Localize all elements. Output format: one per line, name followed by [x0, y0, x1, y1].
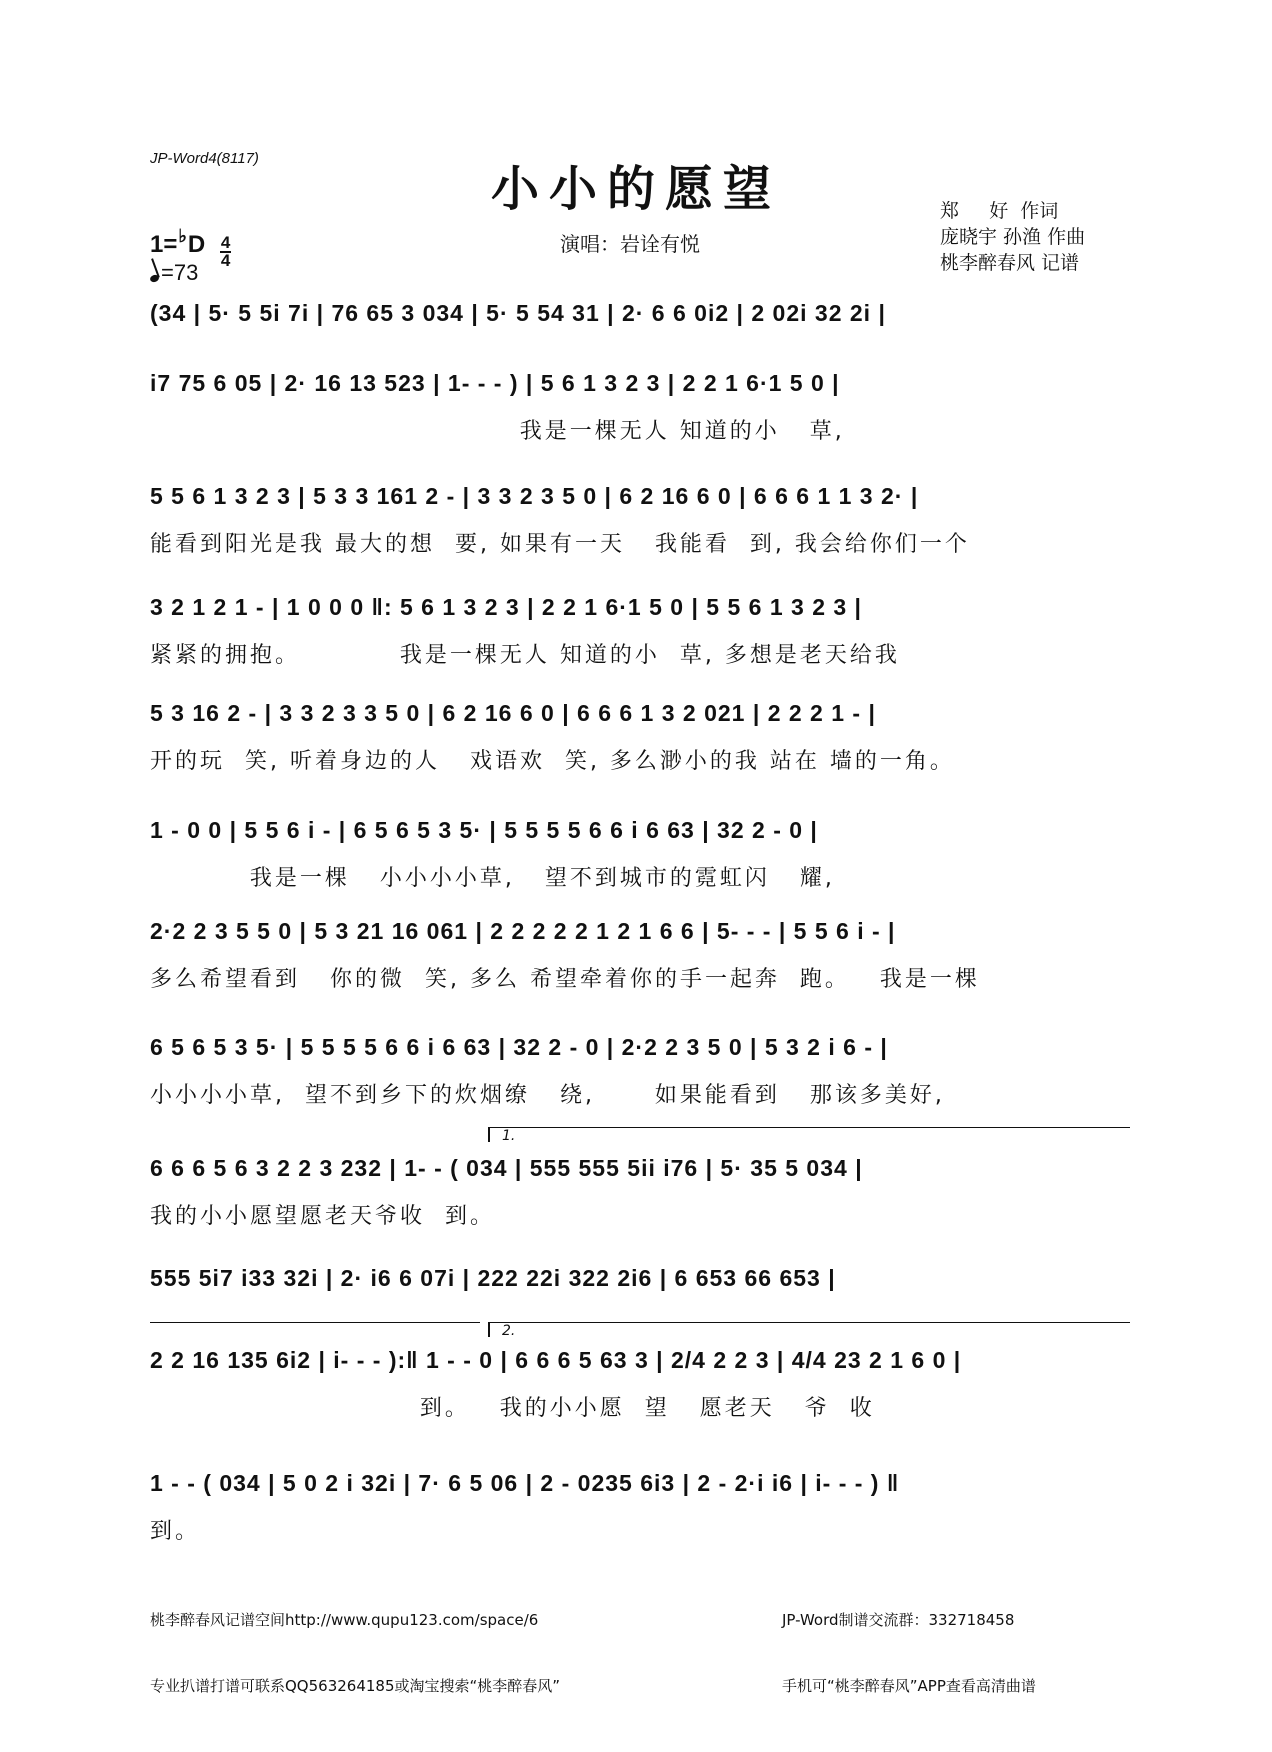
lyric-line: 我是一棵 小小小小草, 望不到城市的霓虹闪 耀,: [150, 866, 835, 891]
source-tag: JP-Word4(8117): [150, 150, 259, 167]
notation-line: 5 5 6 1 3 2 3 | 5 3 3 161 2 - | 3 3 2 3 5 0 | 6 2 16 6 0 | 6 6 6 1 1 3 2· |: [150, 483, 919, 509]
time-denominator: 4: [220, 251, 231, 270]
footer-contact: 专业扒谱打谱可联系QQ563264185或淘宝搜索“桃李醉春风”: [150, 1677, 561, 1695]
notation-line: 555 5i7 i33 32i | 2· i6 6 07i | 222 22i 322 2i6 | 6 653 66 653 |: [150, 1265, 836, 1291]
credits: [940, 198, 1085, 276]
transcriber: 桃李醉春风 记谱: [940, 252, 1080, 274]
singer: 演唱：岩诠有悦: [560, 232, 700, 256]
notation-line: 2 2 16 135 6i2 | i- - - ):‖ 1 - - 0 | 6 6 6 5 63 3 | 2/4 2 2 3 | 4/4 23 2 1 6 0 |: [150, 1347, 962, 1373]
notation-line: 6 6 6 5 6 3 2 2 3 232 | 1- - ( 034 | 555 555 5ii i76 | 5· 35 5 034 |: [150, 1155, 863, 1181]
footer-left: [150, 1565, 560, 1719]
quarter-note-icon: [149, 274, 160, 284]
key-prefix: 1=: [150, 231, 178, 258]
notation-line: 2·2 2 3 5 5 0 | 5 3 21 16 061 | 2 2 2 2 2 1 2 1 6 6 | 5- - - | 5 5 6 i - |: [150, 918, 896, 944]
tempo-marking: [150, 260, 198, 286]
volta-tick: [488, 1128, 490, 1142]
notation-line: i7 75 6 05 | 2· 16 13 523 | 1- - - ) | 5 6 1 3 2 3 | 2 2 1 6·1 5 0 |: [150, 370, 840, 396]
notation-line: (34 | 5· 5 5i 7i | 76 65 3 034 | 5· 5 54 31 | 2· 6 6 0i2 | 2 02i 32 2i |: [150, 300, 886, 326]
song-title: 小小的愿望: [490, 161, 781, 217]
tempo-value: =73: [161, 260, 199, 285]
lyricist: 郑 好 作词: [940, 200, 1059, 222]
composer: 庞晓宇 孙渔 作曲: [940, 226, 1086, 248]
lyric-line: 紧紧的拥抱。 我是一棵无人 知道的小 草, 多想是老天给我: [150, 643, 900, 668]
second-ending-bracket: [488, 1322, 1130, 1339]
lyric-line: 我是一棵无人 知道的小 草,: [150, 419, 845, 444]
lyric-line: 开的玩 笑, 听着身边的人 戏语欢 笑, 多么渺小的我 站在 墙的一角。: [150, 749, 955, 774]
lyric-line: 我的小小愿望愿老天爷收 到。: [150, 1204, 495, 1229]
first-ending-bracket: [488, 1127, 1130, 1144]
lyric-line: 到。 我的小小愿 望 愿老天 爷 收: [150, 1396, 875, 1421]
notation-line: 5 3 16 2 - | 3 3 2 3 3 5 0 | 6 2 16 6 0 | 6 6 6 1 3 2 021 | 2 2 2 1 - |: [150, 700, 876, 726]
repeat-top-line: [150, 1322, 480, 1323]
first-ending-label: 1.: [502, 1128, 516, 1144]
flat-sign: ♭: [178, 226, 187, 246]
second-ending-label: 2.: [502, 1323, 516, 1339]
lyric-line: 到。: [150, 1519, 201, 1544]
time-signature: [220, 235, 231, 269]
footer-group: JP-Word制谱交流群：332718458: [782, 1611, 1015, 1629]
footer-app: 手机可“桃李醉春风”APP查看高清曲谱: [782, 1677, 1036, 1695]
footer-right: [782, 1565, 1036, 1719]
key-note: D: [187, 231, 206, 258]
lyric-line: 多么希望看到 你的微 笑, 多么 希望牵着你的手一起奔 跑。 我是一棵: [150, 967, 980, 992]
notation-line: 3 2 1 2 1 - | 1 0 0 0 ‖: 5 6 1 3 2 3 | 2 2 1 6·1 5 0 | 5 5 6 1 3 2 3 |: [150, 594, 862, 620]
lyric-line: 能看到阳光是我 最大的想 要, 如果有一天 我能看 到, 我会给你们一个: [150, 532, 970, 557]
notation-line: 1 - 0 0 | 5 5 6 i - | 6 5 6 5 3 5· | 5 5 5 5 6 6 i 6 63 | 32 2 - 0 |: [150, 817, 818, 843]
lyric-line: 小小小小草, 望不到乡下的炊烟缭 绕, 如果能看到 那该多美好,: [150, 1083, 945, 1108]
notation-line: 6 5 6 5 3 5· | 5 5 5 5 6 6 i 6 63 | 32 2 - 0 | 2·2 2 3 5 0 | 5 3 2 i 6 - |: [150, 1034, 888, 1060]
volta-tick: [488, 1323, 490, 1337]
notation-line: 1 - - ( 034 | 5 0 2 i 32i | 7· 6 5 06 | 2 - 0235 6i3 | 2 - 2·i i6 | i- - - ) ‖: [150, 1470, 900, 1496]
time-numerator: 4: [220, 233, 231, 252]
footer-space-link: 桃李醉春风记谱空间http://www.qupu123.com/space/6: [150, 1611, 539, 1629]
